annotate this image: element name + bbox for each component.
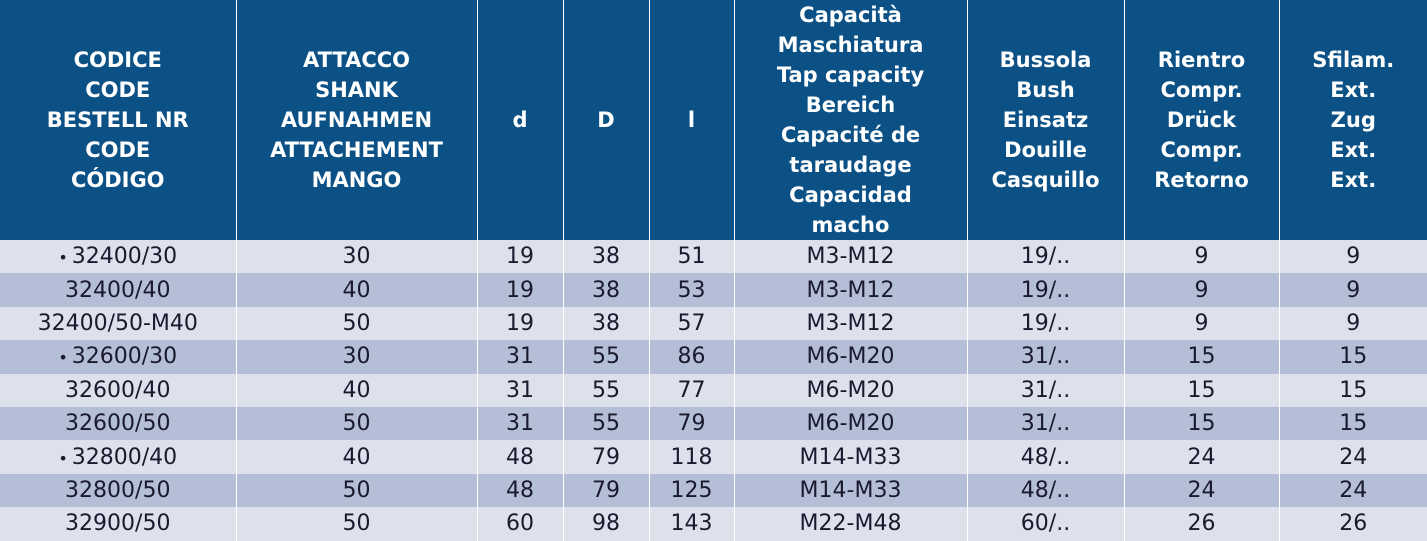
column-header-line: CODE [0,135,236,165]
column-header-line: Bereich [735,90,967,120]
table-header [0,0,1427,240]
table-row [0,374,1427,407]
column-header-line: AUFNAHMEN [237,105,477,135]
cell-code [0,474,236,507]
cell-bush: 19/.. [967,307,1124,340]
cell-ext: 15 [1279,340,1427,373]
cell-compr: 26 [1124,507,1279,540]
table-row [0,507,1427,540]
cell-shank: 30 [236,340,477,373]
cell-bush: 48/.. [967,440,1124,473]
column-header-line: SHANK [237,75,477,105]
column-header-line: taraudage [735,150,967,180]
column-header-shank [236,0,477,240]
cell-ext: 9 [1279,273,1427,306]
cell-D: 55 [563,374,649,407]
column-header-line: ATTACCO [237,45,477,75]
cell-d: 19 [477,273,563,306]
cell-tap: M6-M20 [734,340,967,373]
column-header-line: Bussola [968,45,1124,75]
column-header-line: Zug [1280,105,1427,135]
column-header-line: Capacidad [735,180,967,210]
cell-D: 38 [563,273,649,306]
table-row [0,440,1427,473]
cell-tap: M3-M12 [734,273,967,306]
column-header-line: d [478,105,563,135]
column-header-D [563,0,649,240]
column-header-compr [1124,0,1279,240]
cell-compr: 15 [1124,407,1279,440]
column-header-d [477,0,563,240]
cell-ext: 9 [1279,307,1427,340]
column-header-line: Ext. [1280,75,1427,105]
column-header-line: MANGO [237,165,477,195]
product-code: 32600/50 [65,411,170,436]
column-header-line: D [564,105,649,135]
cell-code [0,374,236,407]
cell-d: 48 [477,474,563,507]
cell-shank: 50 [236,407,477,440]
table-row [0,273,1427,306]
column-header-line: Maschiatura [735,30,967,60]
cell-D: 38 [563,240,649,273]
column-header-line: Compr. [1125,135,1279,165]
cell-tap: M3-M12 [734,240,967,273]
cell-l: 57 [649,307,734,340]
column-header-line: CODICE [0,45,236,75]
cell-l: 143 [649,507,734,540]
product-code: 32600/40 [65,378,170,403]
cell-tap: M14-M33 [734,474,967,507]
cell-l: 118 [649,440,734,473]
column-header-line: Ext. [1280,135,1427,165]
cell-code [0,240,236,273]
cell-shank: 50 [236,474,477,507]
table-row [0,307,1427,340]
cell-compr: 15 [1124,374,1279,407]
cell-d: 31 [477,374,563,407]
cell-code [0,507,236,540]
cell-shank: 30 [236,240,477,273]
column-header-line: Einsatz [968,105,1124,135]
product-code: 32400/50-M40 [38,311,198,336]
column-header-line: BESTELL NR [0,105,236,135]
cell-compr: 9 [1124,240,1279,273]
header-row [0,0,1427,240]
cell-tap: M22-M48 [734,507,967,540]
cell-compr: 9 [1124,307,1279,340]
column-header-line: Casquillo [968,165,1124,195]
cell-ext: 24 [1279,440,1427,473]
table-row [0,340,1427,373]
cell-shank: 40 [236,273,477,306]
column-header-line: l [650,105,734,135]
cell-l: 77 [649,374,734,407]
column-header-line: Rientro [1125,45,1279,75]
column-header-tap [734,0,967,240]
cell-code [0,273,236,306]
bullet-marker: • [58,248,67,267]
column-header-line: Retorno [1125,165,1279,195]
cell-shank: 50 [236,307,477,340]
cell-D: 79 [563,474,649,507]
cell-l: 79 [649,407,734,440]
bullet-marker: • [58,348,67,367]
cell-compr: 24 [1124,440,1279,473]
cell-ext: 24 [1279,474,1427,507]
cell-tap: M6-M20 [734,374,967,407]
column-header-line: Bush [968,75,1124,105]
product-code: 32900/50 [65,511,170,536]
cell-tap: M6-M20 [734,407,967,440]
column-header-line: Sfilam. [1280,45,1427,75]
cell-tap: M3-M12 [734,307,967,340]
cell-tap: M14-M33 [734,440,967,473]
cell-code [0,407,236,440]
cell-D: 38 [563,307,649,340]
cell-l: 86 [649,340,734,373]
cell-ext: 15 [1279,374,1427,407]
cell-d: 19 [477,240,563,273]
cell-compr: 15 [1124,340,1279,373]
cell-shank: 40 [236,440,477,473]
column-header-line: Capacità [735,0,967,30]
column-header-line: Tap capacity [735,60,967,90]
cell-l: 51 [649,240,734,273]
cell-d: 31 [477,407,563,440]
cell-D: 55 [563,407,649,440]
cell-bush: 31/.. [967,407,1124,440]
cell-compr: 24 [1124,474,1279,507]
table-body [0,240,1427,541]
cell-d: 60 [477,507,563,540]
cell-ext: 15 [1279,407,1427,440]
cell-bush: 19/.. [967,273,1124,306]
column-header-l [649,0,734,240]
cell-bush: 48/.. [967,474,1124,507]
column-header-code [0,0,236,240]
cell-code [0,307,236,340]
product-code: 32800/40 [72,445,177,470]
cell-bush: 60/.. [967,507,1124,540]
cell-l: 125 [649,474,734,507]
cell-shank: 40 [236,374,477,407]
cell-ext: 9 [1279,240,1427,273]
cell-d: 19 [477,307,563,340]
cell-code [0,440,236,473]
cell-shank: 50 [236,507,477,540]
column-header-line: Douille [968,135,1124,165]
table-row [0,240,1427,273]
cell-d: 48 [477,440,563,473]
table-row [0,407,1427,440]
column-header-line: ATTACHEMENT [237,135,477,165]
cell-D: 55 [563,340,649,373]
bullet-marker: • [58,449,67,468]
product-code: 32800/50 [65,478,170,503]
cell-bush: 31/.. [967,340,1124,373]
product-code: 32400/30 [72,244,177,269]
column-header-bush [967,0,1124,240]
cell-code [0,340,236,373]
cell-D: 98 [563,507,649,540]
table-row [0,474,1427,507]
cell-l: 53 [649,273,734,306]
column-header-line: macho [735,210,967,240]
column-header-line: Capacité de [735,120,967,150]
cell-d: 31 [477,340,563,373]
column-header-ext [1279,0,1427,240]
cell-compr: 9 [1124,273,1279,306]
column-header-line: Drück [1125,105,1279,135]
cell-D: 79 [563,440,649,473]
column-header-line: Compr. [1125,75,1279,105]
cell-bush: 19/.. [967,240,1124,273]
product-code: 32400/40 [65,278,170,303]
cell-ext: 26 [1279,507,1427,540]
column-header-line: CODE [0,75,236,105]
column-header-line: CÓDIGO [0,165,236,195]
product-code: 32600/30 [72,344,177,369]
column-header-line: Ext. [1280,165,1427,195]
cell-bush: 31/.. [967,374,1124,407]
